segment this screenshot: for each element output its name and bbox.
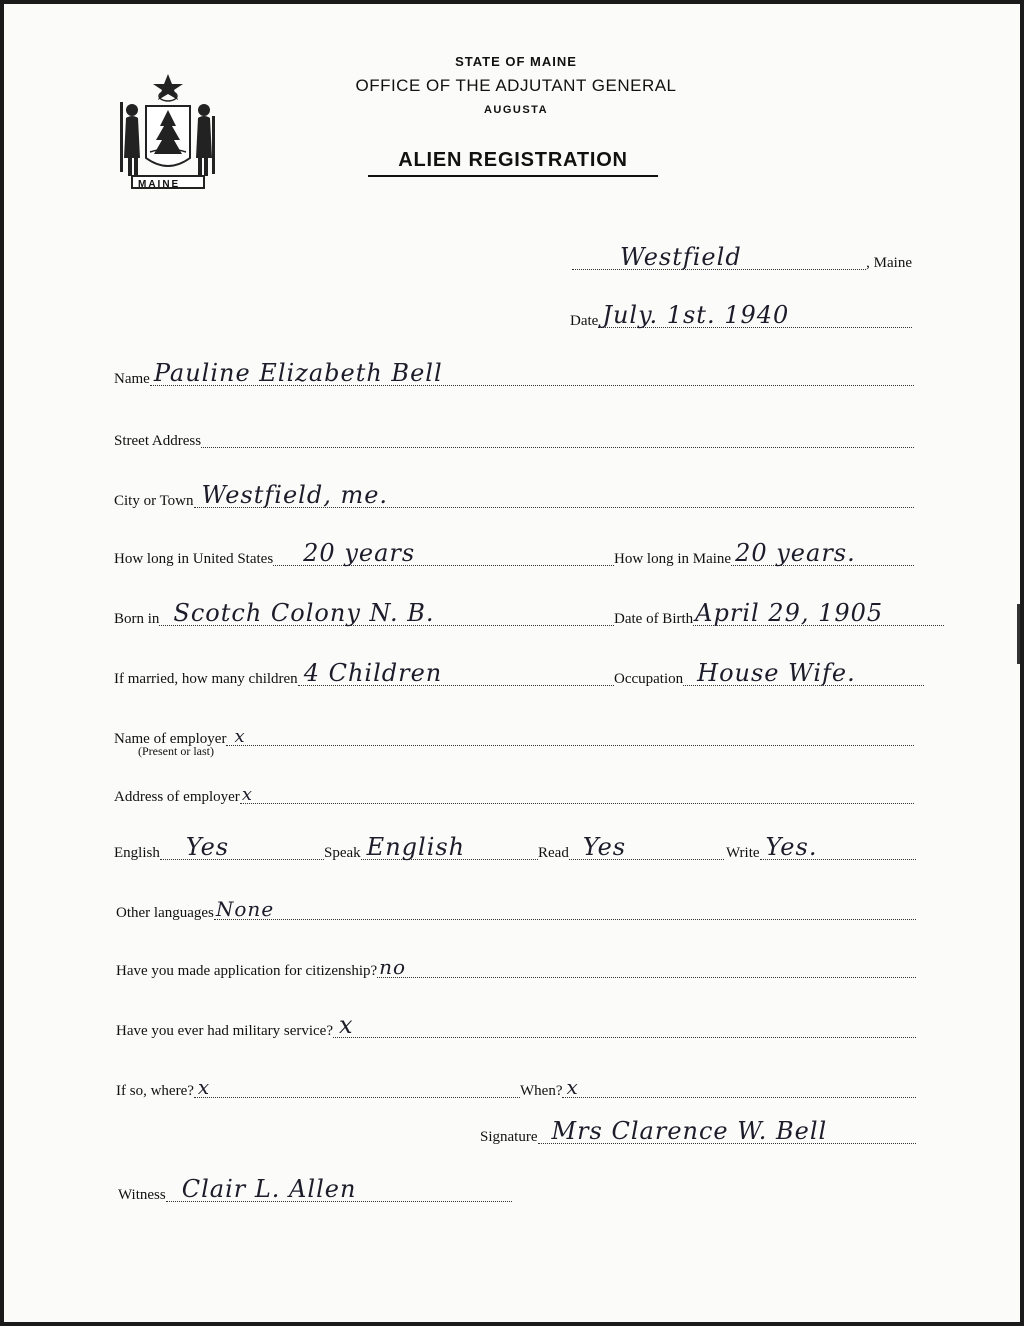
birthplace-row [114,596,614,630]
witness-row [118,1172,512,1206]
place-row [572,240,912,274]
place-value: Westfield [620,243,742,271]
when-label: When? [520,1083,563,1099]
witness-value: Clair L. Allen [181,1175,357,1203]
date-field[interactable] [598,293,912,328]
citizenship-row [116,948,916,982]
employer-row [114,716,914,750]
read-row [538,830,724,864]
employer-label: Name of employer [114,731,227,747]
employer-value: x [234,726,246,747]
employer-address-label: Address of employer [114,789,240,805]
when-row [520,1068,916,1102]
signature-label: Signature [480,1129,538,1145]
write-field[interactable] [760,825,916,860]
header-office: OFFICE OF THE ADJUTANT GENERAL [355,76,677,95]
read-field[interactable] [569,825,724,860]
maine-duration-field[interactable] [731,531,914,566]
dob-value: April 29, 1905 [695,599,884,627]
employer-address-value: x [241,784,253,805]
other-languages-field[interactable] [214,885,916,920]
speak-value: English [366,833,466,861]
birthplace-value: Scotch Colony N. B. [173,599,435,627]
page-edge-shadow [1017,604,1020,664]
header-state: STATE OF MAINE [455,54,577,69]
us-duration-row [114,536,614,570]
form-title: ALIEN REGISTRATION [368,149,658,177]
english-row [114,830,324,864]
birthplace-label: Born in [114,611,160,627]
seal-banner-text: MAINE [138,179,181,190]
city-row [114,478,914,512]
dob-row [614,596,944,630]
write-row [726,830,916,864]
place-field[interactable] [572,235,866,270]
english-value: Yes [185,833,230,861]
children-label: If married, how many children [114,671,298,687]
occupation-value: House Wife. [697,659,856,687]
dob-field[interactable] [693,591,944,626]
speak-label: Speak [324,845,361,861]
military-label: Have you ever had military service? [116,1023,333,1039]
us-duration-label: How long in United States [114,551,274,567]
employer-address-row [114,774,914,808]
us-duration-field[interactable] [273,531,614,566]
street-field[interactable] [201,413,914,448]
employer-sublabel: (Present or last) [138,744,214,758]
us-duration-value: 20 years [303,539,416,567]
date-label: Date [570,313,599,329]
name-label: Name [114,371,150,387]
registration-form-page [4,4,1020,1322]
street-row [114,418,914,452]
city-value: Westfield, me. [201,481,389,509]
citizenship-field[interactable] [377,943,916,978]
name-row [114,356,914,390]
write-value: Yes. [765,833,818,861]
city-field[interactable] [194,473,914,508]
maine-duration-row [614,536,914,570]
children-value: 4 Children [303,659,443,687]
witness-label: Witness [118,1187,166,1203]
maine-duration-value: 20 years. [735,539,856,567]
witness-field[interactable] [166,1167,512,1202]
birthplace-field[interactable] [159,591,614,626]
military-row [116,1008,916,1042]
read-value: Yes [582,833,627,861]
date-row [570,298,912,332]
citizenship-label: Have you made application for citizenship? [116,963,378,979]
header-city: AUGUSTA [483,104,549,116]
citizenship-value: no [379,955,407,979]
date-value: July. 1st. 1940 [602,301,790,329]
dob-label: Date of Birth [614,611,694,627]
name-value: Pauline Elizabeth Bell [153,359,443,387]
occupation-field[interactable] [683,651,924,686]
employer-field[interactable] [226,711,914,746]
occupation-row [614,656,924,690]
signature-value: Mrs Clarence W. Bell [551,1117,828,1145]
signature-field[interactable] [538,1109,917,1144]
street-label: Street Address [114,433,202,449]
military-field[interactable] [333,1003,916,1038]
write-label: Write [726,845,760,861]
occupation-label: Occupation [614,671,684,687]
when-value: x [566,1075,579,1099]
employer-address-field[interactable] [240,769,914,804]
children-row [114,656,614,690]
other-languages-row [116,890,916,924]
signature-row [480,1114,916,1148]
when-field[interactable] [562,1063,916,1098]
place-suffix: , Maine [866,255,912,271]
city-label: City or Town [114,493,194,509]
english-label: English [114,845,160,861]
other-languages-value: None [215,897,275,921]
maine-duration-label: How long in Maine [614,551,732,567]
where-label: If so, where? [116,1083,194,1099]
speak-field[interactable] [361,825,538,860]
speak-row [324,830,538,864]
name-field[interactable] [150,351,914,386]
other-languages-label: Other languages [116,905,214,921]
where-value: x [197,1075,211,1099]
children-field[interactable] [298,651,614,686]
read-label: Read [538,845,569,861]
where-row [116,1068,520,1102]
english-field[interactable] [160,825,324,860]
military-value: x [339,1011,354,1039]
where-field[interactable] [194,1063,520,1098]
